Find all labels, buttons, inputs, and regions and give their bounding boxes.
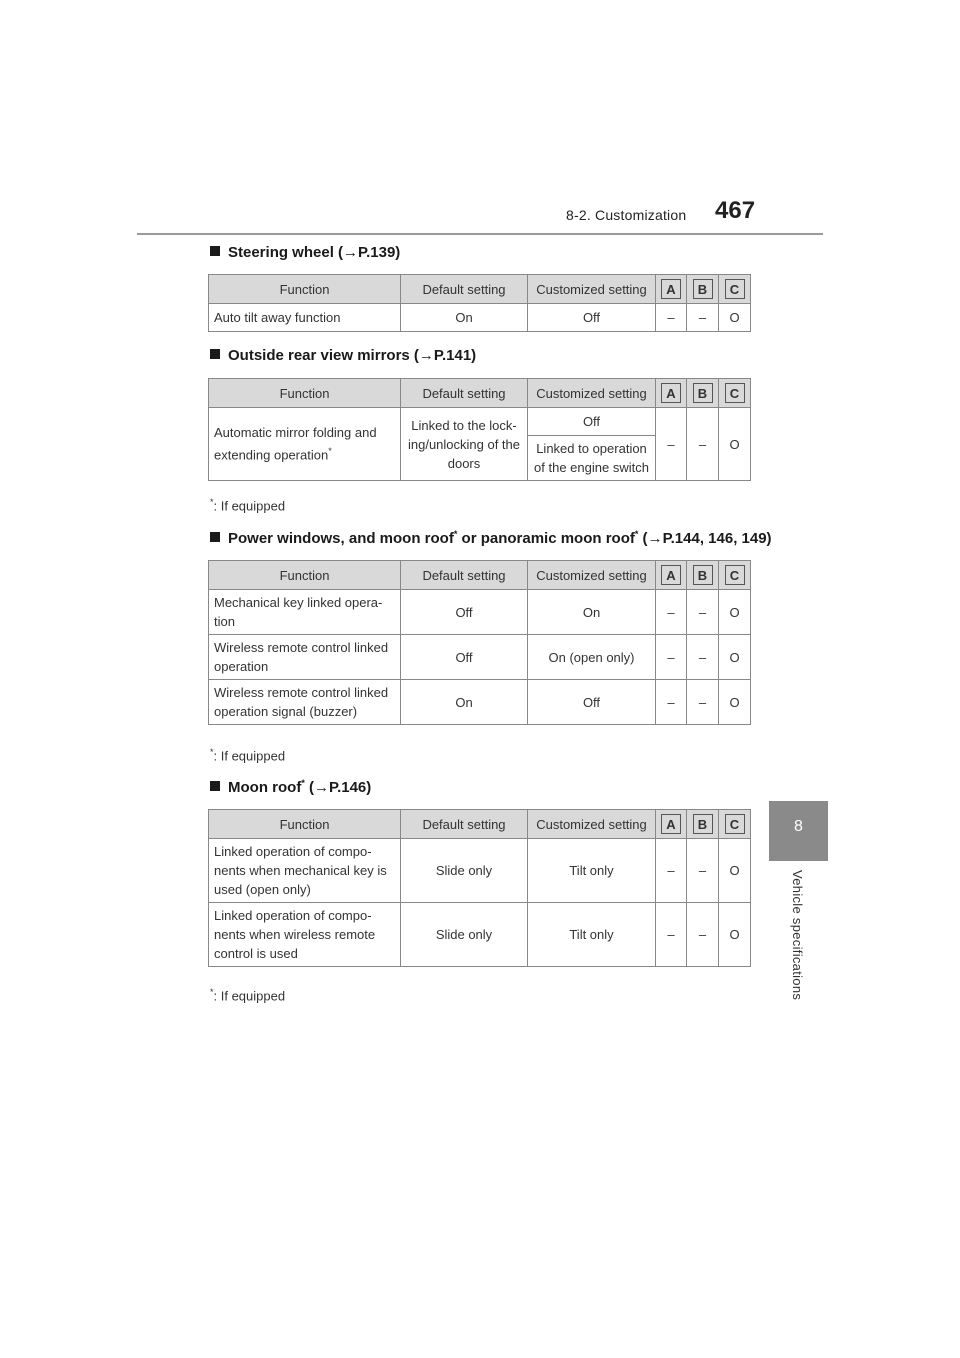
col-default: Default setting xyxy=(401,275,528,304)
table-header-row xyxy=(209,275,751,304)
cell-a: – xyxy=(656,680,687,725)
col-c-icon: C xyxy=(725,565,745,585)
cell-custom: Off xyxy=(528,408,656,436)
section-label: 8-2. Customization xyxy=(566,207,687,223)
table-steering-wheel xyxy=(208,274,751,332)
table-row xyxy=(209,680,751,725)
cell-c: O xyxy=(719,408,751,481)
cell-function: Linked operation of compo-nents when wireless remote control is used xyxy=(209,903,401,967)
col-b-icon: B xyxy=(693,814,713,834)
col-c-icon: C xyxy=(725,814,745,834)
cell-custom: On xyxy=(528,590,656,635)
footnote: *: If equipped xyxy=(210,987,286,1004)
cell-b: – xyxy=(687,304,719,332)
cell-c: O xyxy=(719,903,751,967)
cell-a: – xyxy=(656,839,687,903)
col-b-icon: B xyxy=(693,383,713,403)
table-row xyxy=(209,839,751,903)
cell-default: Slide only xyxy=(401,903,528,967)
cell-custom: On (open only) xyxy=(528,635,656,680)
col-custom: Customized setting xyxy=(528,561,656,590)
cell-a: – xyxy=(656,635,687,680)
cell-b: – xyxy=(687,680,719,725)
cell-custom: Tilt only xyxy=(528,903,656,967)
cell-b: – xyxy=(687,408,719,481)
header-divider xyxy=(137,233,823,235)
cell-c: O xyxy=(719,839,751,903)
col-function: Function xyxy=(209,275,401,304)
heading-steering-wheel: Steering wheel (→P.139) xyxy=(210,244,400,261)
footnote: *: If equipped xyxy=(210,497,286,514)
chapter-label: Vehicle specifications xyxy=(790,870,805,1001)
bullet-square-icon xyxy=(210,349,220,359)
bullet-square-icon xyxy=(210,781,220,791)
cell-function: Wireless remote control linked operation signal (buzzer) xyxy=(209,680,401,725)
table-row xyxy=(209,635,751,680)
cell-c: O xyxy=(719,590,751,635)
cell-custom: Linked to operation of the engine switch xyxy=(528,436,656,481)
cell-custom: Off xyxy=(528,680,656,725)
chapter-tab xyxy=(769,801,828,861)
col-default: Default setting xyxy=(401,379,528,408)
cell-a: – xyxy=(656,304,687,332)
cell-c: O xyxy=(719,304,751,332)
cell-custom: Off xyxy=(528,304,656,332)
bullet-square-icon xyxy=(210,532,220,542)
col-default: Default setting xyxy=(401,561,528,590)
cell-function: Linked operation of compo-nents when mechanical key is used (open only) xyxy=(209,839,401,903)
col-b-icon: B xyxy=(693,565,713,585)
cell-default: Linked to the lock-ing/unlocking of the doors xyxy=(401,408,528,481)
table-power-windows xyxy=(208,560,751,725)
col-c-icon: C xyxy=(725,383,745,403)
arrow-right-icon: → xyxy=(647,530,663,547)
table-row xyxy=(209,408,751,436)
table-header-row xyxy=(209,561,751,590)
cell-b: – xyxy=(687,839,719,903)
heading-moon-roof: Moon roof* (→P.146) xyxy=(210,778,371,796)
heading-outside-mirrors: Outside rear view mirrors (→P.141) xyxy=(210,347,476,364)
footnote: *: If equipped xyxy=(210,747,286,764)
cell-default: Slide only xyxy=(401,839,528,903)
cell-function: Mechanical key linked opera-tion xyxy=(209,590,401,635)
col-function: Function xyxy=(209,379,401,408)
cell-c: O xyxy=(719,635,751,680)
cell-function: Wireless remote control linked operation xyxy=(209,635,401,680)
col-function: Function xyxy=(209,561,401,590)
col-c-icon: C xyxy=(725,279,745,299)
cell-default: Off xyxy=(401,635,528,680)
cell-a: – xyxy=(656,590,687,635)
table-header-row xyxy=(209,379,751,408)
cell-default: On xyxy=(401,680,528,725)
col-a-icon: A xyxy=(661,814,681,834)
cell-b: – xyxy=(687,590,719,635)
col-default: Default setting xyxy=(401,810,528,839)
cell-function: Automatic mirror folding and extending operation* xyxy=(209,408,401,481)
bullet-square-icon xyxy=(210,246,220,256)
table-outside-mirrors xyxy=(208,378,751,481)
col-b-icon: B xyxy=(693,279,713,299)
table-header-row xyxy=(209,810,751,839)
cell-custom: Tilt only xyxy=(528,839,656,903)
footnote-mark: * xyxy=(328,446,332,457)
table-row xyxy=(209,590,751,635)
cell-default: Off xyxy=(401,590,528,635)
arrow-right-icon: → xyxy=(418,347,434,364)
page-number: 467 xyxy=(715,197,756,224)
col-a-icon: A xyxy=(661,565,681,585)
table-row xyxy=(209,903,751,967)
cell-b: – xyxy=(687,635,719,680)
arrow-right-icon: → xyxy=(314,779,329,796)
col-custom: Customized setting xyxy=(528,810,656,839)
col-a-icon: A xyxy=(661,279,681,299)
table-row xyxy=(209,304,751,332)
col-a-icon: A xyxy=(661,383,681,403)
cell-function: Auto tilt away function xyxy=(209,304,401,332)
table-moon-roof xyxy=(208,809,751,967)
cell-b: – xyxy=(687,903,719,967)
chapter-number: 8 xyxy=(794,818,803,835)
cell-default: On xyxy=(401,304,528,332)
col-custom: Customized setting xyxy=(528,379,656,408)
cell-a: – xyxy=(656,903,687,967)
cell-a: – xyxy=(656,408,687,481)
heading-power-windows: Power windows, and moon roof* or panoramic moon roof* (→P.144, 146, 149) xyxy=(210,529,772,547)
col-function: Function xyxy=(209,810,401,839)
cell-c: O xyxy=(719,680,751,725)
col-custom: Customized setting xyxy=(528,275,656,304)
arrow-right-icon: → xyxy=(343,244,359,261)
